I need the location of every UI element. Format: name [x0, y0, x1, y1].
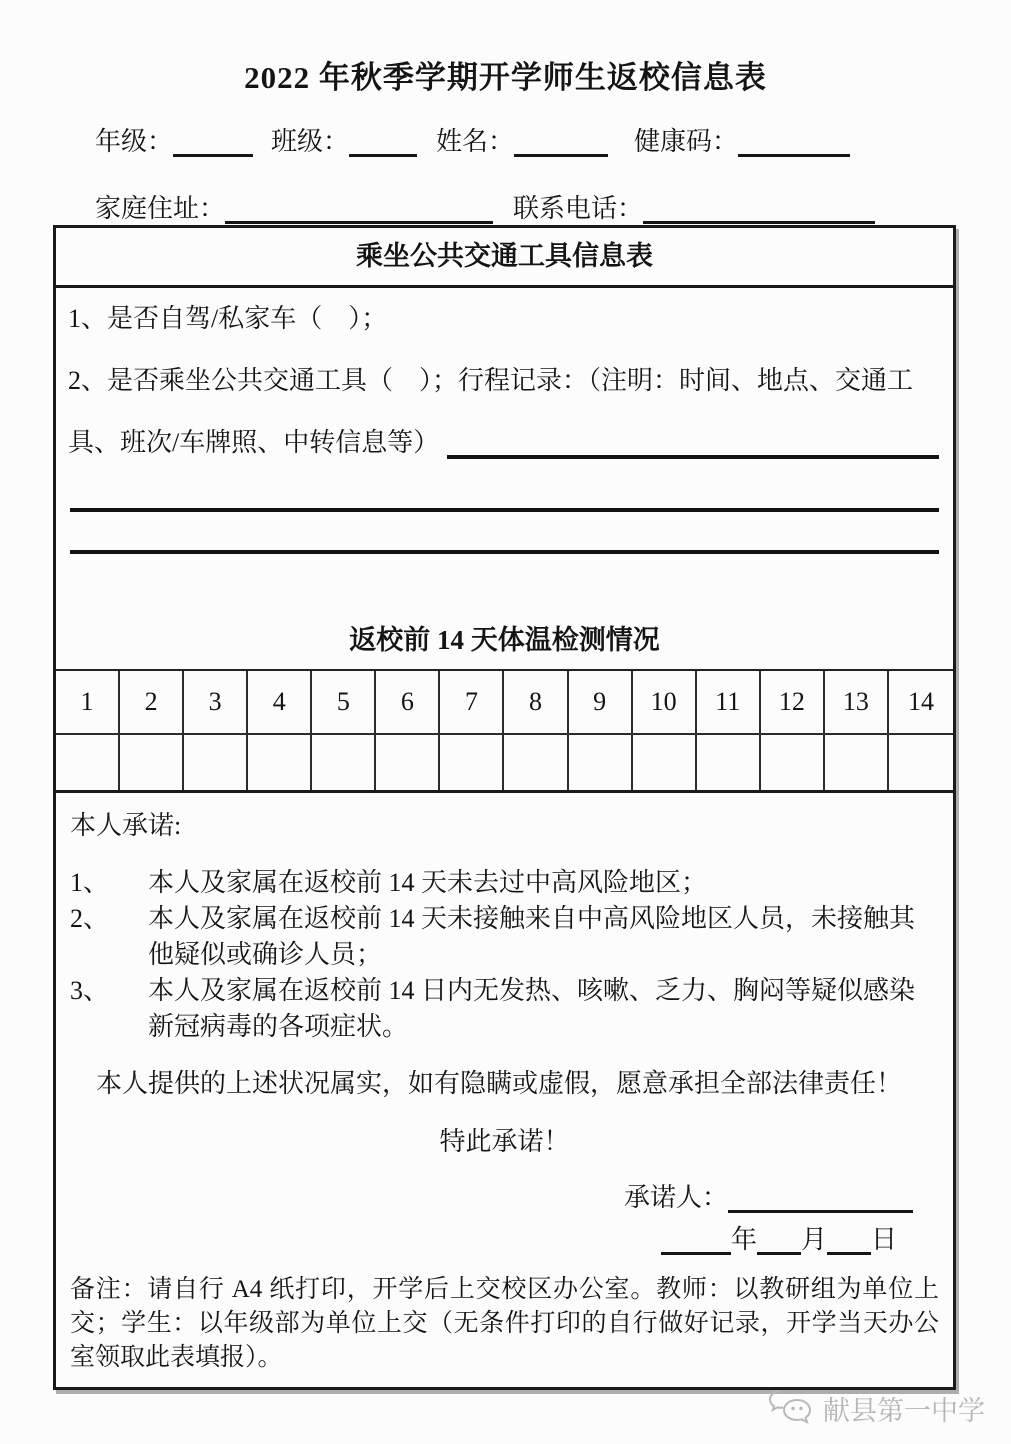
- temperature-value-cell: [825, 735, 889, 790]
- promise-item-list: [70, 865, 939, 1045]
- temperature-value-cell: [248, 735, 312, 790]
- temperature-value-cell: [376, 735, 440, 790]
- page-title: 2022 年秋季学期开学师生返校信息表: [244, 60, 767, 95]
- temperature-day-header-cell: 14: [889, 671, 953, 735]
- temperature-day-header-cell: 4: [248, 671, 312, 735]
- temperature-day-header-cell: 5: [312, 671, 376, 735]
- temperature-day-header-cell: 1: [56, 671, 120, 735]
- school-watermark-text: 献县第一中学: [823, 1395, 985, 1426]
- promise-item: [70, 973, 939, 1045]
- address-label: 家庭住址：: [95, 194, 226, 223]
- temperature-value-cell: [889, 735, 953, 790]
- transport-item-1: 1、是否自驾/私家车（ ）；: [68, 304, 388, 333]
- trip-record-rule-line-1: [70, 508, 939, 512]
- promise-item-number: 1、: [70, 868, 110, 897]
- temperature-day-header-cell: 6: [376, 671, 440, 735]
- temperature-value-cell: [697, 735, 761, 790]
- temperature-value-cell: [504, 735, 568, 790]
- address-blank-field: [225, 191, 493, 224]
- day-label: 日: [870, 1225, 897, 1254]
- temperature-value-cell: [761, 735, 825, 790]
- transport-item-2-continued: 具、班次/车牌照、中转信息等）: [68, 428, 440, 457]
- grade-label: 年级：: [95, 127, 174, 156]
- health-code-label: 健康码：: [634, 127, 739, 156]
- school-watermark: [767, 1388, 985, 1428]
- promise-item-number: 2、: [70, 904, 110, 933]
- signer-line: [70, 1177, 939, 1219]
- transport-section-body: [56, 288, 953, 612]
- trip-record-blank-field: [447, 455, 939, 459]
- name-blank-field: [514, 124, 608, 157]
- promise-declaration: 本人提供的上述状况属实，如有隐瞒或虚假，愿意承担全部法律责任！: [96, 1069, 903, 1098]
- class-label: 班级：: [271, 127, 350, 156]
- temperature-day-header-cell: 10: [633, 671, 697, 735]
- health-code-blank-field: [738, 124, 850, 157]
- temperature-day-header-cell: 12: [761, 671, 825, 735]
- year-blank-field: [661, 1222, 731, 1255]
- temperature-table: [56, 671, 953, 793]
- info-row-contact: [0, 188, 1011, 225]
- class-blank-field: [349, 124, 417, 157]
- promise-closing: 特此承诺！: [439, 1127, 570, 1156]
- name-label: 姓名：: [436, 127, 515, 156]
- temperature-section-header: 返校前 14 天体温检测情况: [56, 612, 953, 671]
- temperature-day-header-cell: 13: [825, 671, 889, 735]
- promise-item: [70, 865, 939, 901]
- promise-item: [70, 901, 939, 973]
- phone-blank-field: [643, 191, 875, 224]
- transport-item-2: 2、是否乘坐公共交通工具（ ）；行程记录：（注明：时间、地点、交通工: [68, 366, 914, 395]
- wechat-icon: [767, 1388, 817, 1428]
- month-blank-field: [757, 1222, 801, 1255]
- signer-blank-field: [728, 1180, 913, 1213]
- signer-label: 承诺人：: [623, 1183, 728, 1212]
- info-row-basic: [0, 121, 1011, 158]
- form-box: [53, 225, 956, 1390]
- temperature-day-header-cell: 7: [440, 671, 504, 735]
- temperature-value-cell: [120, 735, 184, 790]
- temperature-value-cell: [440, 735, 504, 790]
- temperature-value-cell: [56, 735, 120, 790]
- promise-intro: 本人承诺:: [70, 811, 182, 840]
- temperature-value-cell: [312, 735, 376, 790]
- promise-item-text: 本人及家属在返校前 14 天未接触来自中高风险地区人员，未接触其他疑似或确诊人员；: [148, 904, 916, 969]
- day-blank-field: [827, 1222, 871, 1255]
- promise-item-number: 3、: [70, 976, 110, 1005]
- promise-item-text: 本人及家属在返校前 14 日内无发热、咳嗽、乏力、胸闷等疑似感染新冠病毒的各项症状。: [148, 976, 916, 1041]
- footnote: 备注：请自行 A4 纸打印，开学后上交校区办公室。教师：以教研组为单位上交；学生：以年级部为单位上交（无条件打印的自行做好记录，开学当天办公室领取此表填报）。: [70, 1276, 939, 1371]
- promise-item-text: 本人及家属在返校前 14 天未去过中高风险地区；: [148, 868, 708, 897]
- temperature-value-cell: [633, 735, 697, 790]
- temperature-day-header-cell: 2: [120, 671, 184, 735]
- temperature-value-cell: [184, 735, 248, 790]
- month-label: 月: [800, 1225, 827, 1254]
- year-label: 年: [730, 1225, 757, 1254]
- transport-section-header: 乘坐公共交通工具信息表: [56, 228, 953, 288]
- promise-section: [56, 793, 953, 1387]
- transport-item-2-wrap: [68, 412, 941, 474]
- date-line: [70, 1219, 939, 1261]
- phone-label: 联系电话：: [513, 194, 644, 223]
- grade-blank-field: [173, 124, 253, 157]
- temperature-day-header-cell: 11: [697, 671, 761, 735]
- trip-record-rule-line-2: [70, 550, 939, 554]
- temperature-value-cell: [569, 735, 633, 790]
- temperature-day-header-cell: 3: [184, 671, 248, 735]
- temperature-day-header-cell: 9: [569, 671, 633, 735]
- temperature-day-header-cell: 8: [504, 671, 568, 735]
